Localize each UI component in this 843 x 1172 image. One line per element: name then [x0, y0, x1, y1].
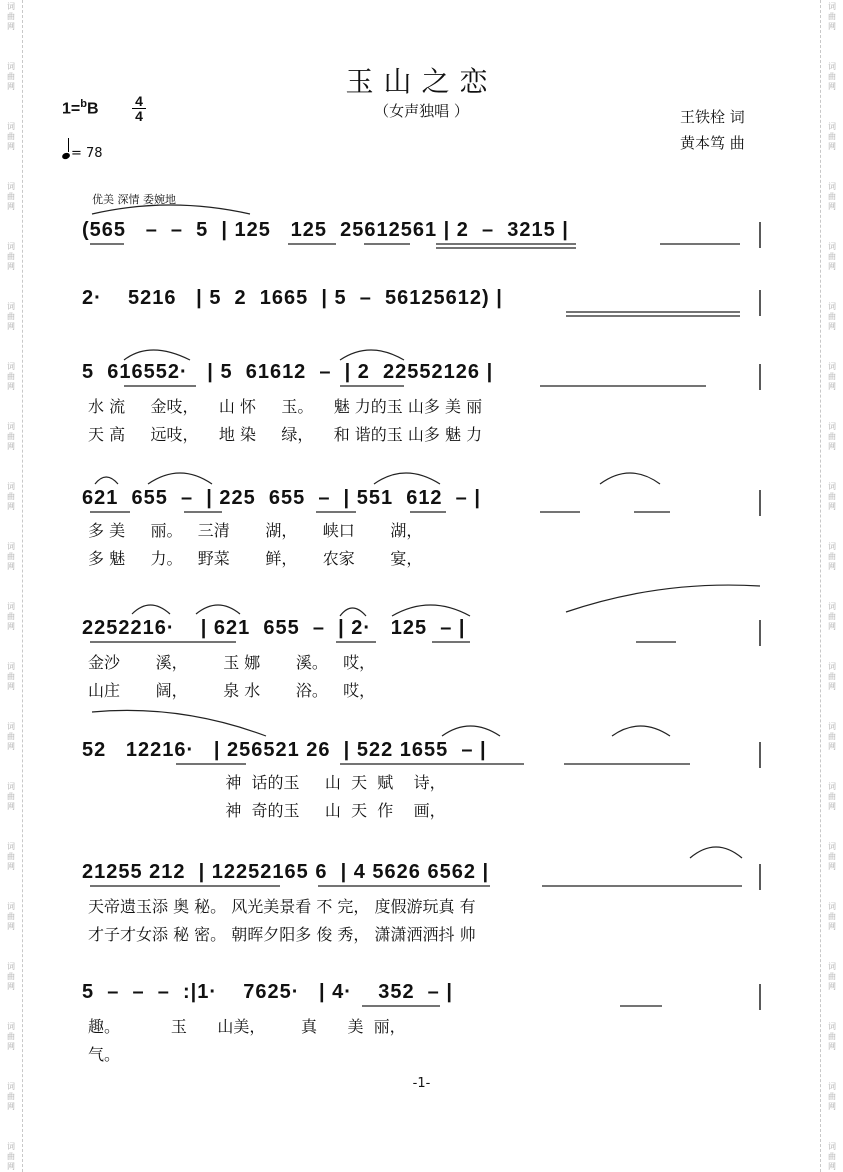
slur-mark	[95, 477, 118, 484]
watermark-text: 词 曲 网	[828, 302, 836, 331]
watermark-text: 词 曲 网	[7, 362, 15, 391]
watermark-text: 词 曲 网	[7, 182, 15, 211]
watermark-text: 词 曲 网	[828, 782, 836, 811]
lyrics-verse-2: 才子才女添 秘 密。 朝晖夕阳多 俊 秀， 潇潇洒洒抖 帅	[88, 925, 476, 944]
watermark-text: 词 曲 网	[828, 842, 836, 871]
lyrics-verse-1: 趣。 玉 山美， 真 美 丽，	[88, 1017, 406, 1036]
slur-mark	[442, 726, 500, 736]
lyrics-verse-2: 神 奇的玉 山 天 作 画，	[88, 801, 446, 820]
song-title: 玉山之恋	[345, 65, 498, 98]
notation-line: 5 – – – :|1· 7625· | 4· 352 – |	[82, 981, 453, 1003]
watermark-text: 词 曲 网	[7, 1142, 15, 1171]
slur-mark	[340, 608, 366, 616]
notation-line: 2252216· | 621 655 – | 2· 125 – |	[82, 617, 466, 639]
watermark-text: 词 曲 网	[828, 542, 836, 571]
watermark-text: 词 曲 网	[7, 542, 15, 571]
watermark-text: 词 曲 网	[7, 302, 15, 331]
key-signature: 1=$^b$B	[62, 98, 99, 118]
watermark-text: 词 曲 网	[7, 722, 15, 751]
tempo-marking: = 78	[62, 143, 103, 161]
watermark-text: 词 曲 网	[7, 2, 15, 31]
notation-line: (565 – – 5 | 125 125 25612561 | 2 – 3215 |	[82, 219, 569, 241]
slur-mark	[600, 473, 660, 484]
watermark-text: 词 曲 网	[7, 122, 15, 151]
slur-mark	[340, 350, 404, 360]
watermark-text: 词 曲 网	[7, 782, 15, 811]
slur-mark	[92, 710, 266, 736]
watermark-text: 词 曲 网	[7, 62, 15, 91]
notation-line: 621 655 – | 225 655 – | 551 612 – |	[82, 487, 481, 509]
watermark-text: 词 曲 网	[828, 422, 836, 451]
watermark-text: 词 曲 网	[828, 182, 836, 211]
watermark-text: 词 曲 网	[7, 242, 15, 271]
watermark-text: 词 曲 网	[828, 902, 836, 931]
watermark-text: 词 曲 网	[7, 662, 15, 691]
slur-mark	[124, 350, 190, 360]
watermark-text: 词 曲 网	[828, 1142, 836, 1171]
composer-credit: 黄本笃 曲	[680, 134, 745, 152]
watermark-text: 词 曲 网	[7, 842, 15, 871]
slur-mark	[196, 605, 240, 614]
lyrics-verse-2: 天 高 远吱， 地 染 绿， 和 谐的玉 山多 魅 力	[88, 425, 483, 444]
slur-mark	[374, 473, 440, 484]
lyrics-verse-1: 多 美 丽。 三清 湖， 峡口 湖，	[88, 521, 423, 540]
lyricist-credit: 王铁栓 词	[680, 108, 745, 126]
notation-line: 5 616552· | 5 61612 – | 2 22552126 |	[82, 361, 494, 383]
watermark-text: 词 曲 网	[7, 482, 15, 511]
expression-marking: 优美 深情 委婉地	[92, 193, 176, 206]
watermark-text: 词 曲 网	[828, 602, 836, 631]
watermark-text: 词 曲 网	[828, 482, 836, 511]
slur-mark	[690, 847, 742, 858]
watermark-text: 词 曲 网	[828, 362, 836, 391]
watermark-text: 词 曲 网	[828, 722, 836, 751]
watermark-text: 词 曲 网	[828, 1022, 836, 1051]
lyrics-verse-2: 气。	[88, 1045, 121, 1064]
watermark-text: 词 曲 网	[828, 1082, 836, 1111]
time-signature: 4 4	[132, 94, 146, 123]
watermark-text: 词 曲 网	[7, 422, 15, 451]
slur-mark	[92, 205, 250, 214]
watermark-text: 词 曲 网	[7, 602, 15, 631]
lyrics-verse-1: 水 流 金吱， 山 怀 玉。 魅 力的玉 山多 美 丽	[88, 397, 483, 416]
song-subtitle: （女声独唱 ）	[374, 102, 469, 120]
notation-line: 21255 212 | 12252165 6 | 4 5626 6562 |	[82, 861, 490, 883]
slur-mark	[132, 605, 170, 614]
notation-line: 52 12216· | 256521 26 | 522 1655 – |	[82, 739, 487, 761]
watermark-text: 词 曲 网	[828, 122, 836, 151]
watermark-text: 词 曲 网	[7, 1022, 15, 1051]
watermark-text: 词 曲 网	[828, 242, 836, 271]
lyrics-verse-1: 金沙 溪， 玉 娜 溪。 哎，	[88, 653, 376, 672]
watermark-text: 词 曲 网	[828, 2, 836, 31]
slur-mark	[392, 605, 470, 616]
lyrics-verse-2: 山庄 阔， 泉 水 浴。 哎，	[88, 681, 376, 700]
lyrics-verse-1: 天帝遗玉添 奥 秘。 风光美景看 不 完， 度假游玩真 有	[88, 897, 476, 916]
slur-mark	[566, 585, 760, 612]
watermark-text: 词 曲 网	[828, 662, 836, 691]
watermark-text: 词 曲 网	[7, 1082, 15, 1111]
slur-mark	[148, 473, 212, 484]
slur-mark	[612, 726, 670, 736]
watermark-text: 词 曲 网	[7, 902, 15, 931]
lyrics-verse-2: 多 魅 力。 野菜 鲜， 农家 宴，	[88, 549, 423, 568]
watermark-text: 词 曲 网	[7, 962, 15, 991]
notation-line: 2· 5216 | 5 2 1665 | 5 – 56125612) |	[82, 287, 503, 309]
watermark-text: 词 曲 网	[828, 962, 836, 991]
page-number: -1-	[412, 1076, 431, 1091]
watermark-text: 词 曲 网	[828, 62, 836, 91]
lyrics-verse-1: 神 话的玉 山 天 赋 诗，	[88, 773, 446, 792]
